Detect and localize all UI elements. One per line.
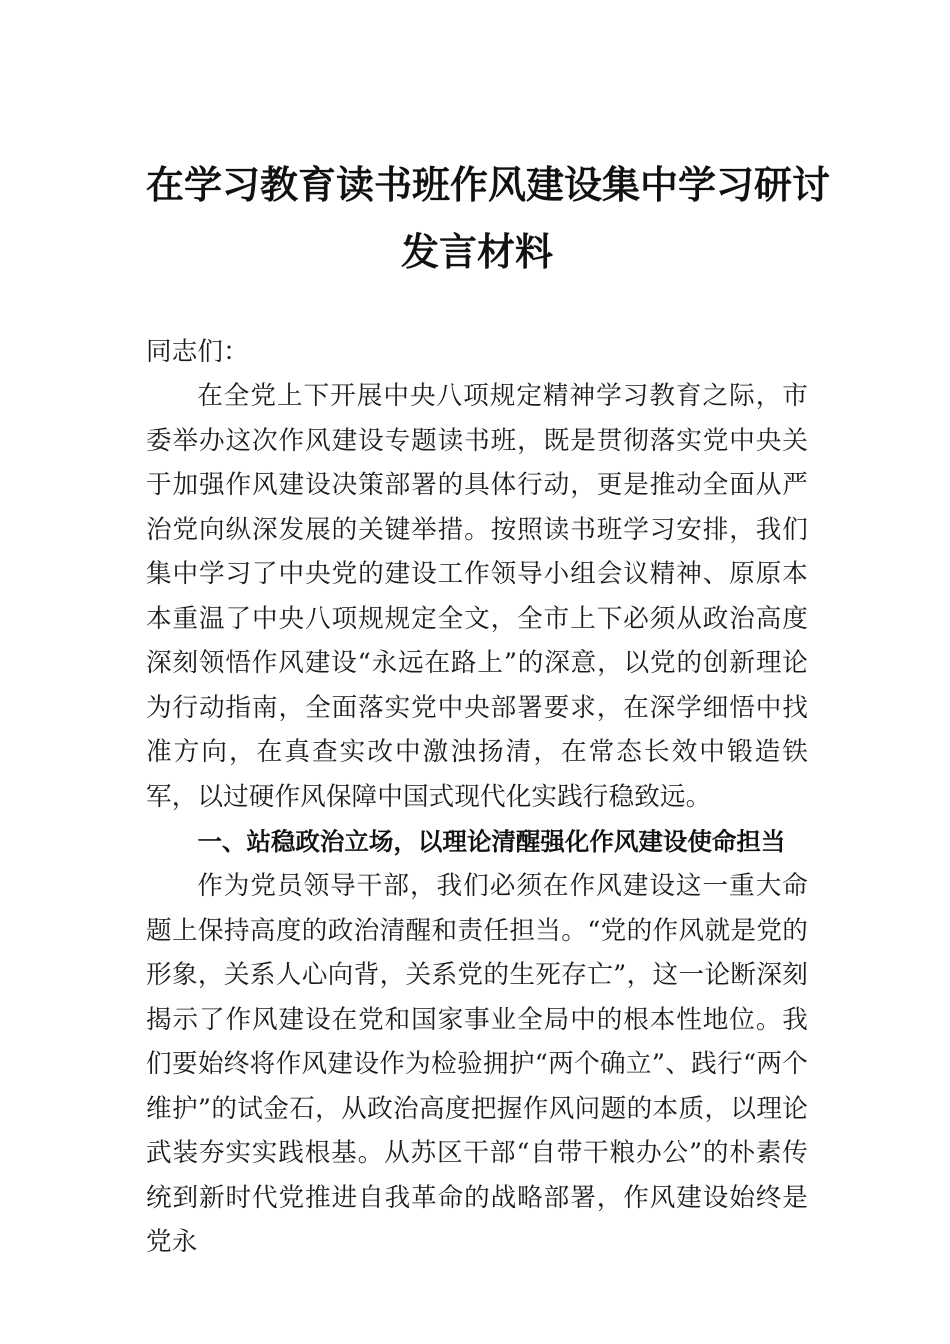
document-title-line-2: 发言材料 <box>400 229 553 274</box>
paragraph-section-1: 作为党员领导干部，我们必须在作风建设这一重大命题上保持高度的政治清醒和责任担当。“党的作风就是党的形象，关系人心向背，关系党的生死存亡”，这一论断深刻揭示了作风建设在党和国家事业全局中的根本性地位。我们要始终将作风建设作为检验拥护“两个确立”、践行“两个维护”的试金石，从政治高度把握作风问题的本质，以理论武装夯实实践根基。从苏区干部“自带干粮办公”的朴素传统到新时代党推进自我革命的战略部署，作风建设始终是党永 <box>146 871 808 1257</box>
section-heading-1: 一、站稳政治立场，以理论清醒强化作风建设使命担当 <box>197 827 786 856</box>
paragraph-intro: 在全党上下开展中央八项规定精神学习教育之际，市委举办这次作风建设专题读书班，既是贯彻落实党中央关于加强作风建设决策部署的具体行动，更是推动全面从严治党向纵深发展的关键举措。按照读书班学习安排，我们集中学习了中央党的建设工作领导小组会议精神、原原本本重温了中央八项规规定全文，全市上下必须从政治高度深刻领悟作风建设“永远在路上”的深意，以党的创新理论为行动指南，全面落实党中央部署要求，在深学细悟中找准方向，在真查实改中激浊扬清，在常态长效中锻造铁军，以过硬作风保障中国式现代化实践行稳致远。 <box>146 381 808 812</box>
document-title-line-1: 在学习教育读书班作风建设集中学习研讨 <box>146 162 831 207</box>
salutation: 同志们： <box>146 337 249 367</box>
